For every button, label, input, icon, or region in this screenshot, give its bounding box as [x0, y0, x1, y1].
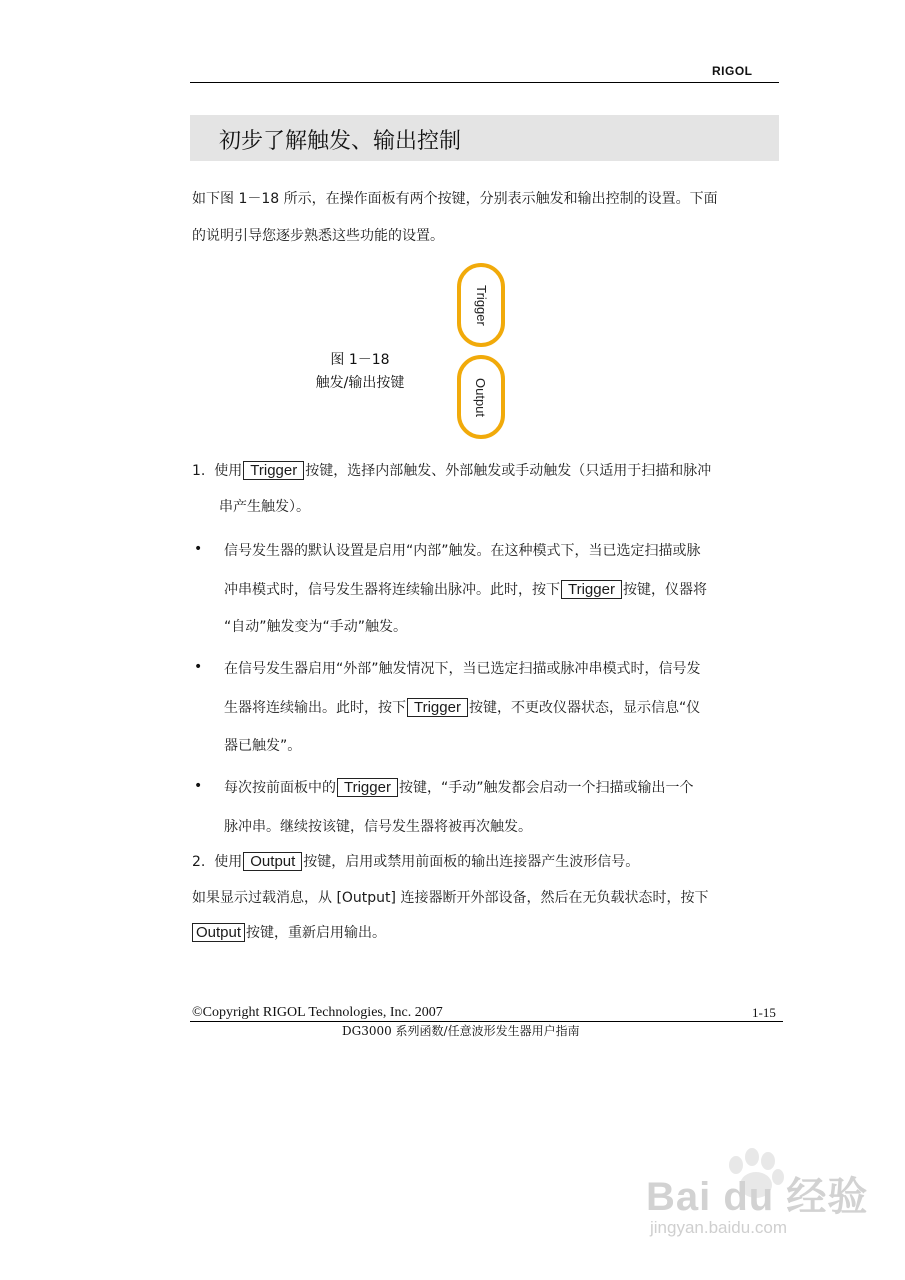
- watermark-url: jingyan.baidu.com: [650, 1218, 788, 1237]
- bullet-2-pre: 生器将连续输出。此时，按下: [224, 700, 406, 716]
- bullet-1-post: 按键，仪器将: [622, 582, 707, 598]
- item-1-post: 按键，选择内部触发、外部触发或手动触发（只适用于扫描和脉冲: [305, 463, 712, 479]
- bullet-1-line-2: [224, 580, 707, 600]
- bullet-2-line-1: 在信号发生器启用“外部”触发情况下，当已选定扫描或脉冲串模式时，信号发: [224, 661, 701, 677]
- figure-number: 图 1－18: [330, 352, 390, 368]
- output-key-ref: Output: [243, 852, 302, 871]
- bullet-2-line-3: 器已触发”。: [224, 738, 302, 754]
- header-rule: [190, 82, 779, 83]
- trigger-key-ref: Trigger: [337, 778, 398, 797]
- page-number: 1-15: [752, 1005, 776, 1020]
- item-1-number: 1.: [192, 463, 206, 479]
- bullet-3-line-2: 脉冲串。继续按该键，信号发生器将被再次触发。: [224, 819, 532, 835]
- bullet-2-post: 按键，不更改仪器状态，显示信息“仪: [468, 700, 701, 716]
- bullet-3-line-1: [224, 778, 693, 798]
- overload-line-2: [192, 923, 386, 943]
- bullet-3-post: 按键，“手动”触发都会启动一个扫描或输出一个: [398, 780, 694, 796]
- output-key-ref: Output: [192, 923, 245, 942]
- manual-title: DG3000 系列函数/任意波形发生器用户指南: [342, 1024, 580, 1038]
- item-1: [192, 461, 711, 481]
- item-1-line-2: 串产生触发）。: [219, 499, 310, 515]
- bullet-dot: •: [194, 659, 203, 675]
- trigger-key-ref: Trigger: [243, 461, 304, 480]
- figure-caption-text: 触发/输出按键: [315, 375, 405, 391]
- figure-caption: [300, 349, 420, 395]
- section-title: 初步了解触发、输出控制: [219, 129, 462, 154]
- intro-line-1: 如下图 1－18 所示，在操作面板有两个按键，分别表示触发和输出控制的设置。下面: [192, 191, 718, 207]
- item-2-number: 2.: [192, 854, 206, 870]
- trigger-key-ref: Trigger: [407, 698, 468, 717]
- overload-post: 按键，重新启用输出。: [246, 925, 387, 941]
- bullet-3-pre: 每次按前面板中的: [224, 780, 336, 796]
- item-2: [192, 852, 639, 872]
- bullet-1-pre: 冲串模式时，信号发生器将连续输出脉冲。此时，按下: [224, 582, 560, 598]
- item-1-pre: 使用: [214, 463, 243, 479]
- intro-line-2: 的说明引导您逐步熟悉这些功能的设置。: [192, 228, 444, 244]
- overload-line-1: 如果显示过载消息，从 [Output] 连接器断开外部设备，然后在无负载状态时，按下: [192, 890, 709, 906]
- output-key-figure-label: Output: [473, 377, 489, 417]
- trigger-key-ref: Trigger: [561, 580, 622, 599]
- watermark-brand: Bai du 经验: [646, 1175, 869, 1219]
- trigger-key-figure-label: Trigger: [473, 284, 489, 326]
- item-2-post: 按键，启用或禁用前面板的输出连接器产生波形信号。: [303, 854, 640, 870]
- trigger-key-figure: [457, 263, 505, 347]
- bullet-2-line-2: [224, 698, 700, 718]
- copyright-notice: ©Copyright RIGOL Technologies, Inc. 2007: [192, 1005, 443, 1020]
- brand-label: RIGOL: [712, 64, 753, 78]
- bullet-1-line-1: 信号发生器的默认设置是启用“内部”触发。在这种模式下，当已选定扫描或脉: [224, 543, 701, 559]
- output-key-figure: [457, 355, 505, 439]
- item-2-pre: 使用: [214, 854, 243, 870]
- bullet-1-line-3: “自动”触发变为“手动”触发。: [224, 619, 408, 635]
- bullet-dot: •: [194, 778, 203, 794]
- bullet-dot: •: [194, 541, 203, 557]
